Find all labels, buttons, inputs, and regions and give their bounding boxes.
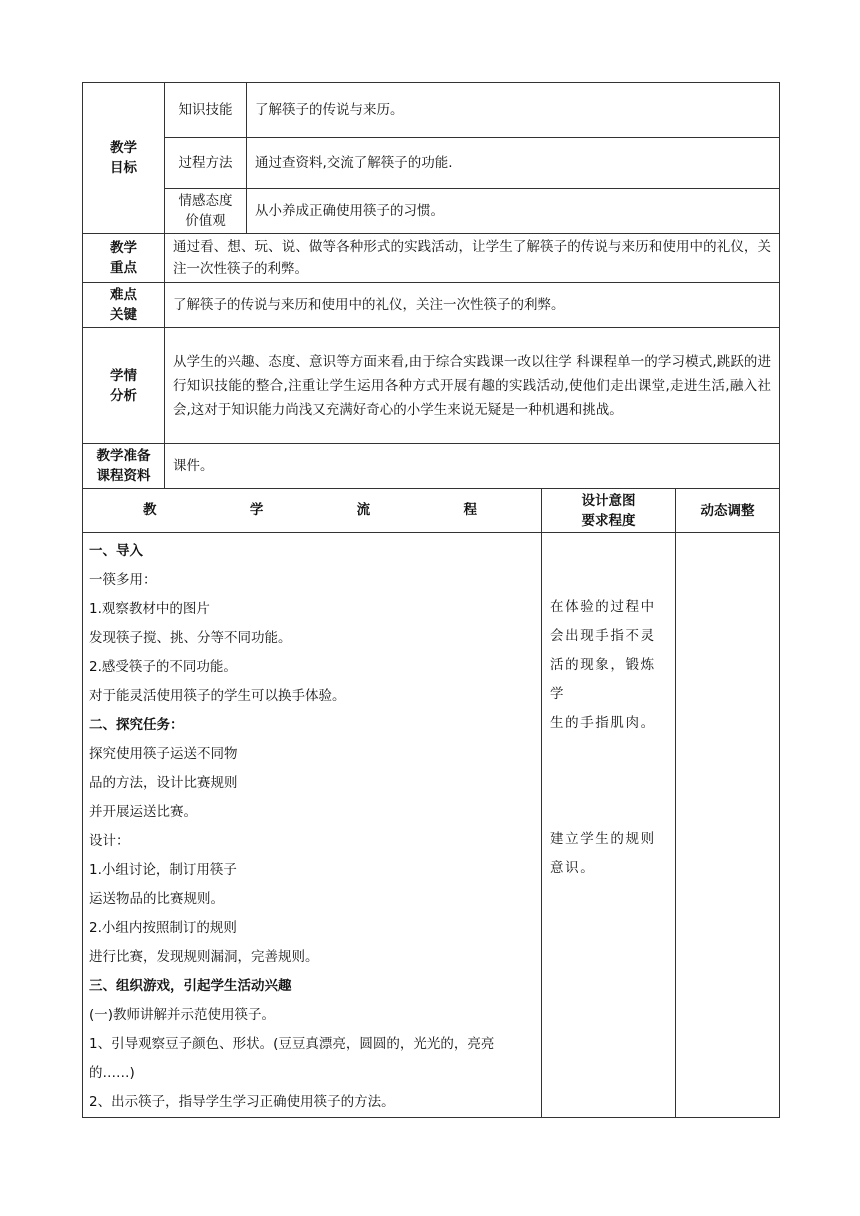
objective-row-process [83, 138, 780, 189]
focus-text: 通过看、想、玩、说、做等各种形式的实践活动，让学生了解筷子的传说与来历和使用中的礼仪，关注一次性筷子的利弊。 [165, 234, 780, 283]
flow-section-heading: 一、导入 [89, 543, 143, 559]
dynamic-adjust-header: 动态调整 [676, 489, 780, 533]
design-note-1-line: 会出现手指不灵 [550, 628, 656, 644]
flow-header-row [83, 489, 780, 533]
flow-title-char-4: 程 [463, 502, 477, 518]
objective-knowledge-text: 了解筷子的传说与来历。 [247, 83, 780, 138]
preparation-text: 课件。 [165, 444, 780, 489]
objective-emotion-text: 从小养成正确使用筷子的习惯。 [247, 189, 780, 234]
design-notes [542, 533, 676, 1118]
flow-line: 进行比赛，发现规则漏洞，完善规则。 [89, 949, 319, 965]
flow-line: 2.感受筷子的不同功能。 [89, 659, 237, 675]
objectives-label-line1: 教学 [110, 140, 137, 156]
flow-line: 品的方法，设计比赛规则 [89, 775, 238, 791]
dynamic-adjust-cell [676, 533, 780, 1118]
analysis-label [83, 328, 165, 444]
objectives-label [83, 83, 165, 234]
difficulty-label-line2: 关键 [110, 307, 137, 323]
objective-knowledge-label: 知识技能 [165, 83, 247, 138]
flow-line: 2.小组内按照制订的规则 [89, 920, 237, 936]
design-note-1 [550, 593, 667, 738]
design-note-2-line: 建立学生的规则 [550, 831, 656, 847]
design-intent-header [542, 489, 676, 533]
focus-label [83, 234, 165, 283]
difficulty-row [83, 283, 780, 328]
flow-line: 并开展运送比赛。 [89, 804, 197, 820]
flow-line: (一)教师讲解并示范使用筷子。 [89, 1007, 276, 1023]
design-intent-header-line1: 设计意图 [581, 492, 636, 509]
objective-row-emotion [83, 189, 780, 234]
flow-section-heading: 三、组织游戏，引起学生活动兴趣 [89, 978, 292, 994]
design-note-1-line: 在体验的过程中 [550, 599, 656, 615]
focus-label-line1: 教学 [110, 240, 137, 256]
flow-line: 1.观察教材中的图片 [89, 601, 210, 617]
analysis-label-line1: 学情 [110, 367, 137, 384]
flow-line: 对于能灵活使用筷子的学生可以换手体验。 [89, 688, 346, 704]
flow-title-char-3: 流 [356, 502, 371, 518]
objective-row-knowledge [83, 83, 780, 138]
flow-lines [89, 537, 533, 1117]
flow-line: 1.小组讨论，制订用筷子 [89, 862, 237, 878]
difficulty-text: 了解筷子的传说与来历和使用中的礼仪，关注一次性筷子的利弊。 [165, 283, 780, 328]
design-note-2-line: 意识。 [550, 860, 596, 876]
focus-label-line2: 重点 [110, 260, 137, 276]
flow-content-row [83, 533, 780, 1118]
preparation-label-line1: 教学准备 [96, 448, 151, 464]
flow-line: 发现筷子搅、挑、分等不同功能。 [89, 630, 292, 646]
objective-emotion-label [165, 189, 247, 234]
flow-title-char-1: 教 [143, 502, 157, 518]
flow-content [83, 533, 542, 1118]
analysis-label-line2: 分析 [110, 387, 137, 404]
flow-line: 一筷多用： [89, 572, 157, 588]
design-note-1-line: 活的现象，锻炼学 [550, 657, 656, 702]
flow-line: 的……) [89, 1065, 135, 1081]
flow-title [83, 489, 542, 533]
flow-section-heading: 二、探究任务： [89, 717, 184, 733]
flow-line: 设计： [89, 833, 130, 849]
objective-process-text: 通过查资料,交流了解筷子的功能. [247, 138, 780, 189]
lesson-plan-table [82, 82, 780, 1118]
objectives-label-line2: 目标 [110, 160, 137, 176]
design-note-2 [550, 825, 667, 883]
difficulty-label [83, 283, 165, 328]
difficulty-label-line1: 难点 [110, 287, 137, 303]
flow-title-char-2: 学 [249, 502, 264, 518]
analysis-text: 从学生的兴趣、态度、意识等方面来看,由于综合实践课一改以往学 科课程单一的学习模式,跳跃的进行知识技能的整合,注重让学生运用各种方式开展有趣的实践活动,使他们走出课堂,走进生活,融入社会,这对于知识能力尚浅又充满好奇心的小学生来说无疑是一种机遇和挑战。 [165, 328, 780, 444]
objective-emotion-label-line2: 价值观 [185, 213, 226, 229]
preparation-label-line2: 课程资料 [96, 468, 151, 484]
flow-line: 运送物品的比赛规则。 [89, 891, 224, 907]
focus-row [83, 234, 780, 283]
objective-emotion-label-line1: 情感态度 [178, 193, 233, 209]
preparation-row [83, 444, 780, 489]
analysis-row [83, 328, 780, 444]
design-intent-header-line2: 要求程度 [581, 512, 636, 529]
design-note-1-line: 生的手指肌肉。 [550, 715, 656, 731]
lesson-plan [82, 82, 779, 1118]
preparation-label [83, 444, 165, 489]
flow-line: 1、引导观察豆子颜色、形状。(豆豆真漂亮，圆圆的，光光的，亮亮 [89, 1036, 495, 1052]
objective-process-label: 过程方法 [165, 138, 247, 189]
flow-line: 2、出示筷子，指导学生学习正确使用筷子的方法。 [89, 1094, 395, 1110]
flow-line: 探究使用筷子运送不同物 [89, 746, 238, 762]
